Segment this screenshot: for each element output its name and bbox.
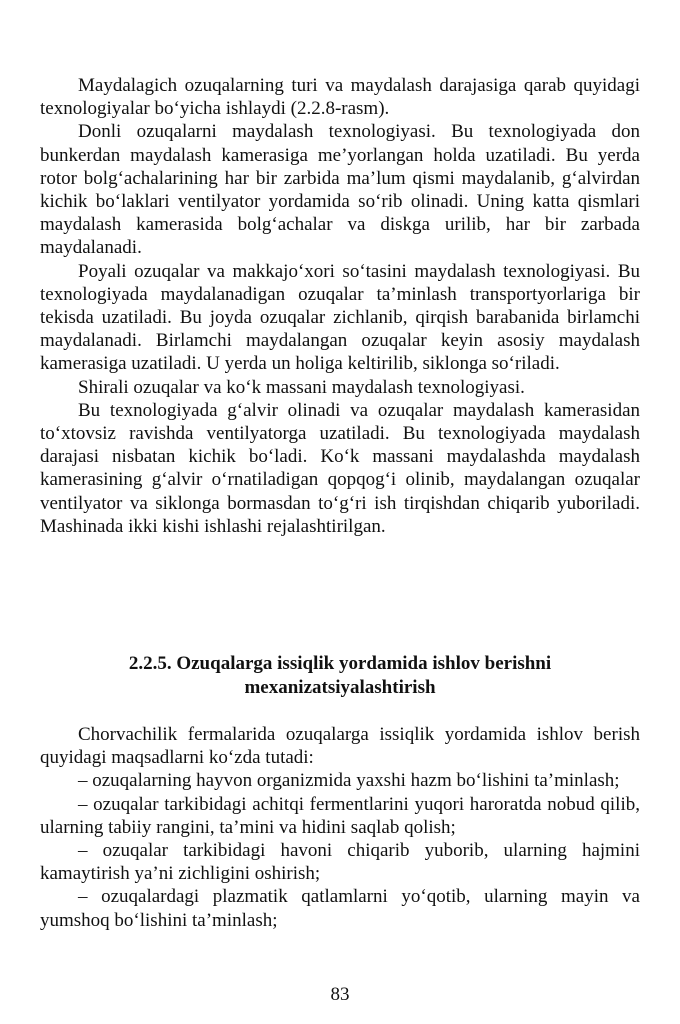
paragraph: Donli ozuqalarni maydalash texnologiyasi. Bu texnologiyada don bunkerdan maydalash kamerasiga me’yorlangan holda uzatiladi. Bu yerda rotor bolg‘achalarining har bir zarbida ma’lum qismi maydalanib, g‘alvirdan kichik bo‘laklari ventilyator yordamida so‘rib olinadi. Uning katta qismlari maydalash kamerasida bolg‘achalar va diskga urilib, har bir zarbada maydalanadi. bbox=[40, 121, 640, 259]
list-item: – ozuqalarning hayvon organizmida yaxshi hazm bo‘lishini ta’minlash; bbox=[78, 770, 620, 792]
list-item: – ozuqalar tarkibidagi achitqi fermentlarini yuqori haroratda nobud qilib, ularning tabiiy rangini, ta’mini va hidini saqlab qolish; bbox=[40, 793, 640, 838]
paragraph: Shirali ozuqalar va ko‘k massani maydalash texnologiyasi. bbox=[78, 376, 525, 398]
paragraph: Poyali ozuqalar va makkajo‘xori so‘tasini maydalash texnologiyasi. Bu texnologiyada maydalanadigan ozuqalar ta’minlash transportyorlariga bir tekisda uzatiladi. Bu joyda ozuqalar zichlanib, qirqish barabanida birlamchi maydalanadi. Birlamchi maydalangan ozuqalar keyin asosiy maydalash kamerasiga uzatiladi. U yerda un holiga keltirilib, siklonga so‘riladi. bbox=[40, 260, 640, 375]
list-item: – ozuqalar tarkibidagi havoni chiqarib yuborib, ularning hajmini kamaytirish ya’ni zichligini oshirish; bbox=[40, 840, 640, 885]
section-heading-line-1: 2.2.5. Ozuqalarga issiqlik yordamida ishlov berishni bbox=[128, 653, 552, 674]
section-heading bbox=[40, 652, 640, 699]
intro-paragraph: Chorvachilik fermalarida ozuqalarga issiqlik yordamida ishlov berish quyidagi maqsadlarni ko‘zda tutadi: bbox=[40, 724, 640, 769]
body-text-top bbox=[40, 74, 640, 538]
body-text-bottom bbox=[40, 723, 640, 932]
page-number: 83 bbox=[330, 984, 350, 1005]
section-heading-line-2: mexanizatsiyalashtirish bbox=[244, 676, 436, 698]
list-item: – ozuqalardagi plazmatik qatlamlarni yo‘qotib, ularning mayin va yumshoq bo‘lishini ta’minlash; bbox=[40, 886, 640, 931]
paragraph: Bu texnologiyada g‘alvir olinadi va ozuqalar maydalash kamerasidan to‘xtovsiz ravishda ventilyatorga uzatiladi. Bu texnologiyada maydalash darajasi nisbatan kichik bo‘ladi. Ko‘k massani maydalashda maydalash kamerasining g‘alvir o‘rnatiladigan qopqog‘i olinib, maydalangan ozuqalar ventilyator va siklonga bormasdan to‘g‘ri ish tirqishdan chiqarib yuboriladi. Mashinada ikki kishi ishlashi rejalashtirilgan. bbox=[40, 399, 640, 537]
paragraph: Maydalagich ozuqalarning turi va maydalash darajasiga qarab quyidagi texnologiyalar bo‘yicha ishlaydi (2.2.8-rasm). bbox=[40, 75, 640, 120]
